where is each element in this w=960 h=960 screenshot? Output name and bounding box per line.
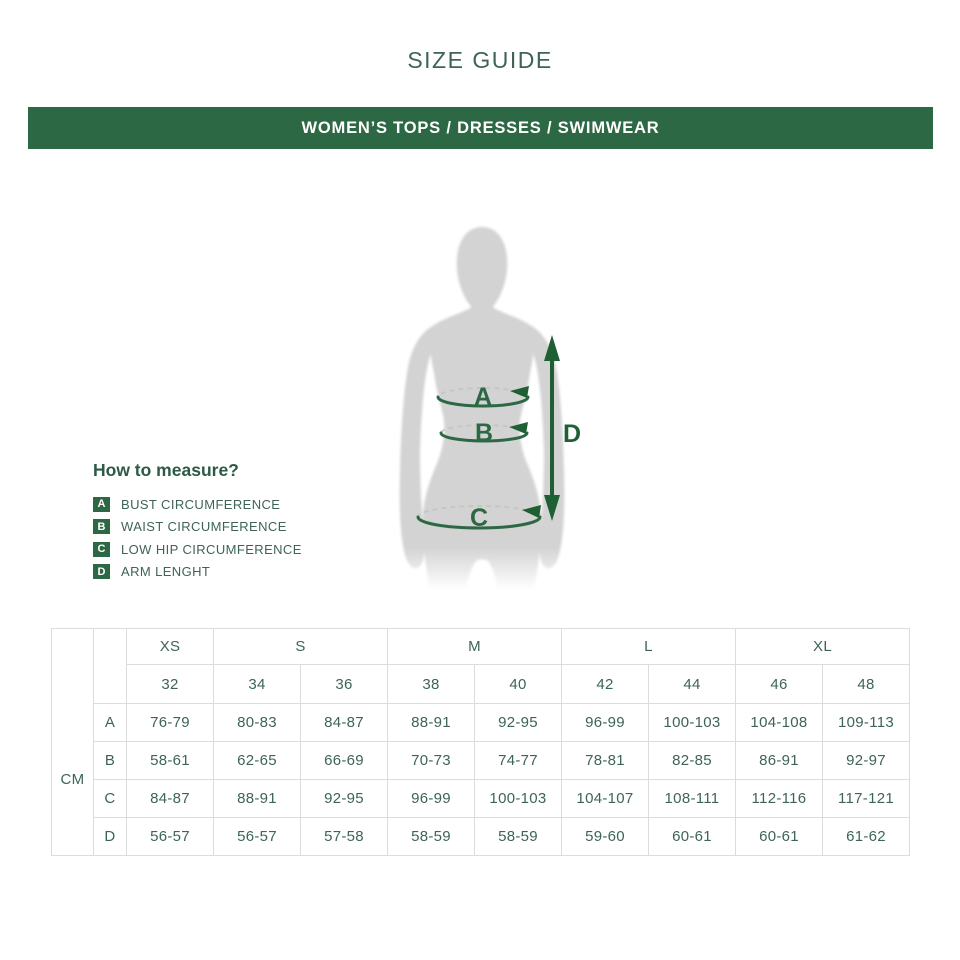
size-group-header-l: L [562,629,736,665]
measure-key-cell: C [94,780,127,818]
measure-value-cell: 100-103 [649,704,736,742]
size-group-header-xl: XL [736,629,910,665]
size-number-cell-40: 40 [475,665,562,704]
size-number-row [52,665,910,704]
measure-value-cell: 57-58 [301,818,388,856]
measure-value-cell: 70-73 [388,742,475,780]
measure-value-cell: 104-107 [562,780,649,818]
measure-value-cell: 84-87 [301,704,388,742]
measure-row-c [52,780,910,818]
measure-value-cell: 112-116 [736,780,823,818]
measure-value-cell: 104-108 [736,704,823,742]
arm-label: D [563,420,582,448]
size-number-cell-36: 36 [301,665,388,704]
legend-key-badge: D [93,564,110,579]
measure-value-cell: 58-59 [475,818,562,856]
page-title: SIZE GUIDE [407,47,553,73]
size-group-header-m: M [388,629,562,665]
hip-waist-label: B [474,419,494,447]
measure-value-cell: 109-113 [823,704,910,742]
size-number-cell-42: 42 [562,665,649,704]
measure-value-cell: 58-59 [388,818,475,856]
measure-value-cell: 80-83 [214,704,301,742]
category-banner-label: WOMEN’S TOPS / DRESSES / SWIMWEAR [301,118,660,137]
measure-value-cell: 84-87 [127,780,214,818]
hip-label: C [469,504,489,532]
legend-label: LOW HIP CIRCUMFERENCE [121,541,302,557]
legend-item-c [93,541,302,557]
body-measurement-illustration [360,215,605,595]
legend-label: BUST CIRCUMFERENCE [121,496,281,512]
legend-label: ARM LENGHT [121,564,211,579]
body-silhouette [400,227,565,595]
size-group-row [52,629,910,665]
how-to-measure-section [93,460,302,586]
measure-value-cell: 62-65 [214,742,301,780]
measure-value-cell: 96-99 [562,704,649,742]
measure-value-cell: 92-95 [475,704,562,742]
legend-key-badge: C [93,542,110,557]
size-number-cell-44: 44 [649,665,736,704]
silhouette-bottom-fade [380,547,585,595]
measure-value-cell: 82-85 [649,742,736,780]
legend-key-badge: B [93,519,110,534]
measure-value-cell: 78-81 [562,742,649,780]
measure-value-cell: 59-60 [562,818,649,856]
measure-value-cell: 74-77 [475,742,562,780]
how-to-measure-heading: How to measure? [93,460,239,480]
measure-value-cell: 100-103 [475,780,562,818]
size-number-cell-46: 46 [736,665,823,704]
measure-value-cell: 96-99 [388,780,475,818]
measure-value-cell: 60-61 [649,818,736,856]
size-number-cell-32: 32 [127,665,214,704]
bust-label: A [473,383,493,411]
size-number-cell-34: 34 [214,665,301,704]
size-group-header-s: S [214,629,388,665]
legend-item-b [93,519,302,535]
measure-value-cell: 56-57 [127,818,214,856]
measure-key-column-header [94,629,127,704]
legend-label: WAIST CIRCUMFERENCE [121,519,287,534]
measure-value-cell: 92-95 [301,780,388,818]
legend-key-badge: A [93,497,110,512]
unit-cell [52,629,94,856]
measure-row-a [52,704,910,742]
measure-legend [93,496,302,580]
measure-key-cell: A [94,704,127,742]
measure-value-cell: 88-91 [388,704,475,742]
measure-value-cell: 108-111 [649,780,736,818]
measure-value-cell: 86-91 [736,742,823,780]
size-table [51,628,910,856]
unit-label: CM [60,770,85,788]
measurement-diagram [360,215,605,595]
size-number-cell-48: 48 [823,665,910,704]
legend-item-d [93,564,302,580]
measure-value-cell: 61-62 [823,818,910,856]
legend-item-a [93,496,302,512]
size-group-header-xs: XS [127,629,214,665]
measure-value-cell: 76-79 [127,704,214,742]
category-banner [28,107,933,149]
measure-value-cell: 66-69 [301,742,388,780]
measure-key-cell: D [94,818,127,856]
measure-key-cell: B [94,742,127,780]
size-number-cell-38: 38 [388,665,475,704]
measure-value-cell: 60-61 [736,818,823,856]
measure-row-b [52,742,910,780]
measure-value-cell: 88-91 [214,780,301,818]
measure-value-cell: 117-121 [823,780,910,818]
measure-value-cell: 58-61 [127,742,214,780]
measure-value-cell: 92-97 [823,742,910,780]
measure-value-cell: 56-57 [214,818,301,856]
measure-row-d [52,818,910,856]
